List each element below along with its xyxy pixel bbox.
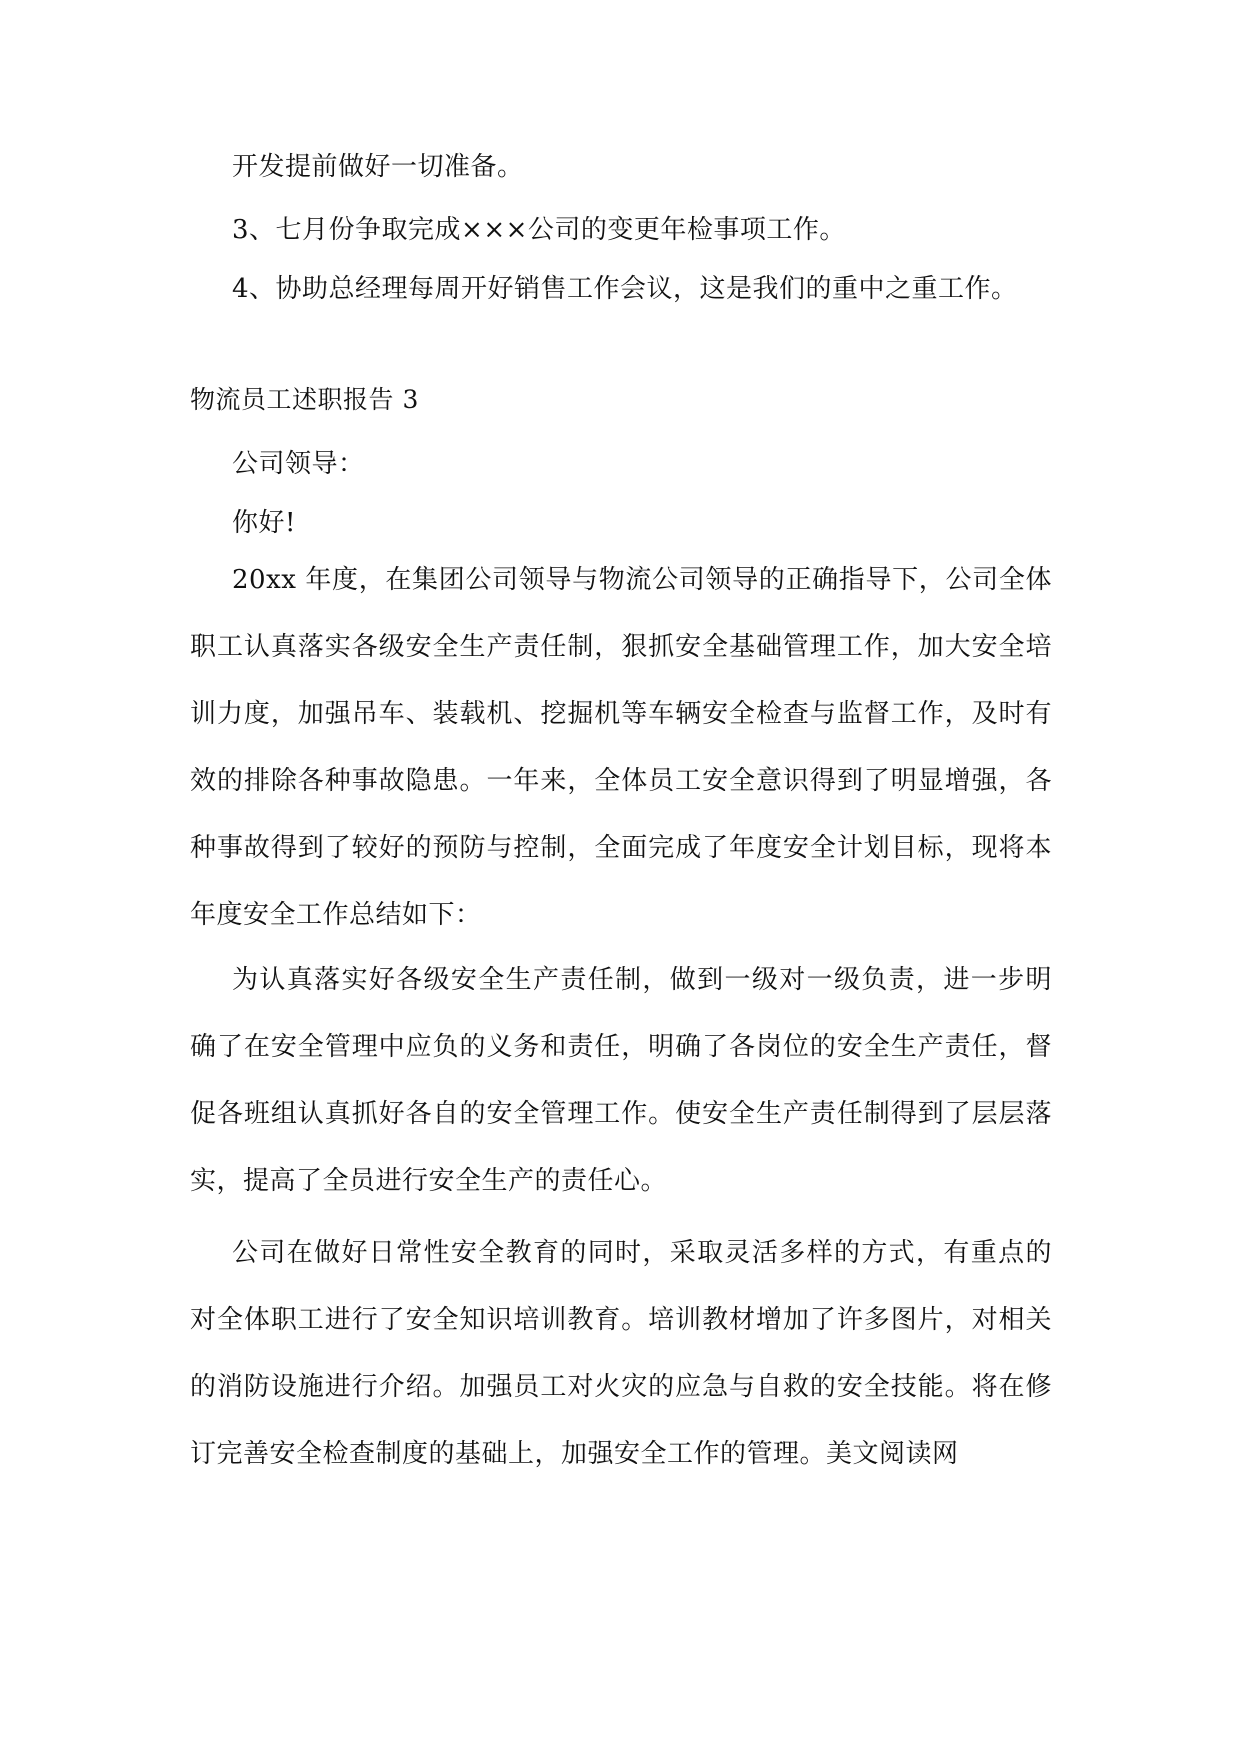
salutation: 公司领导： [232,449,365,479]
continuation-item-3: 3、七月份争取完成×××公司的变更年检事项工作。 [232,215,846,245]
body-paragraph-2: 为认真落实好各级安全生产责任制，做到一级对一级负责，进一步明确了在安全管理中应负的义务和责任，明确了各岗位的安全生产责任，督促各班组认真抓好各自的安全管理工作。使安全生产责任制得到了层层落实，提高了全员进行安全生产的责任心。 [190,965,1052,1196]
continuation-item-4: 4、协助总经理每周开好销售工作会议，这是我们的重中之重工作。 [232,274,1018,304]
body-paragraph-1: 20xx 年度，在集团公司领导与物流公司领导的正确指导下，公司全体职工认真落实各级安全生产责任制，狠抓安全基础管理工作，加大安全培训力度，加强吊车、装载机、挖掘机等车辆安全检查与监督工作，及时有效的排除各种事故隐患。一年来，全体员工安全意识得到了明显增强，各种事故得到了较好的预防与控制，全面完成了年度安全计划目标，现将本年度安全工作总结如下： [190,565,1052,930]
continuation-line-1: 开发提前做好一切准备。 [232,152,524,182]
section-title: 物流员工述职报告 3 [190,385,419,414]
body-paragraph-3: 公司在做好日常性安全教育的同时，采取灵活多样的方式，有重点的对全体职工进行了安全知识培训教育。培训教材增加了许多图片，对相关的消防设施进行介绍。加强员工对火灾的应急与自救的安全技能。将在修订完善安全检查制度的基础上，加强安全工作的管理。美文阅读网 [190,1238,1052,1469]
greeting: 你好! [232,508,296,538]
